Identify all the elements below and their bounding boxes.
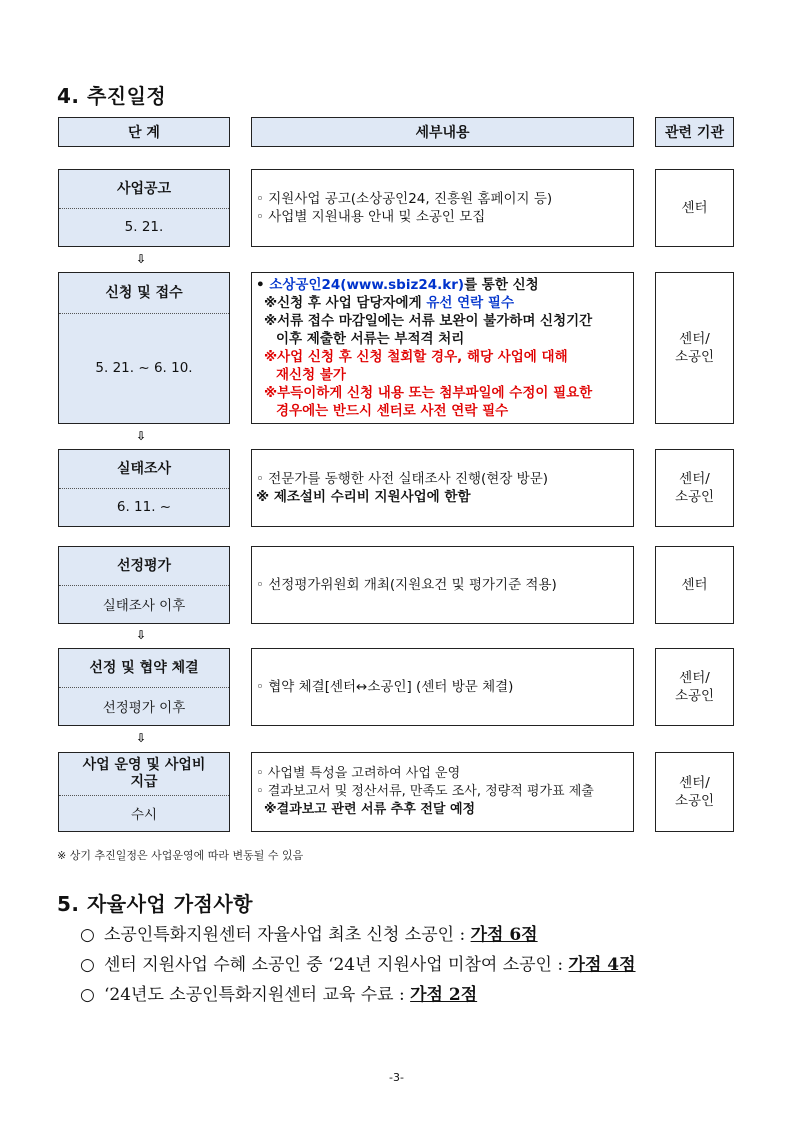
highlight-text: 유선 연락 필수 bbox=[426, 295, 514, 311]
warning-line: ※사업 신청 후 신청 철회할 경우, 해당 사업에 대해 bbox=[264, 349, 568, 365]
stage-box-announcement bbox=[58, 169, 230, 247]
stage-name bbox=[59, 753, 229, 795]
bonus-text: ‘24년도 소공인특화지원센터 교육 수료 : bbox=[104, 985, 411, 1005]
org-box-operation bbox=[655, 752, 734, 832]
arrow-down-icon: ⇩ bbox=[136, 731, 147, 745]
stage-date: 6. 11. ~ bbox=[116, 499, 172, 515]
arrow-down-icon: ⇩ bbox=[136, 628, 147, 642]
circle-bullet-icon: ○ bbox=[80, 985, 95, 1005]
stage-date: 5. 21. bbox=[124, 219, 164, 235]
detail-line: ※신청 후 사업 담당자에게 bbox=[264, 295, 427, 311]
org-box-application bbox=[655, 272, 734, 424]
stage-name-line: 사업 운영 및 사업비 bbox=[82, 757, 206, 773]
org-label: 센터 bbox=[681, 577, 708, 593]
stage-date: 선정평가 이후 bbox=[102, 700, 186, 716]
sbiz24-link-text: 소상공인24(www.sbiz24.kr) bbox=[269, 277, 465, 293]
stage-date: 실태조사 이후 bbox=[102, 598, 186, 614]
detail-line: ◦ 사업별 지원내용 안내 및 소공인 모집 bbox=[256, 209, 486, 225]
circle-bullet-icon: ○ bbox=[80, 955, 95, 975]
stage-name: 선정 및 협약 체결 bbox=[89, 659, 199, 676]
detail-line: 이후 제출한 서류는 부적격 처리 bbox=[276, 331, 465, 347]
detail-line: ※서류 접수 마감일에는 서류 보완이 불가하며 신청기간 bbox=[264, 313, 593, 329]
stage-box-operation bbox=[58, 752, 230, 832]
stage-date: 수시 bbox=[130, 807, 158, 823]
detail-box-operation bbox=[251, 752, 634, 832]
stage-date: 5. 21. ~ 6. 10. bbox=[95, 360, 193, 376]
detail-line: ◦ 사업별 특성을 고려하여 사업 운영 bbox=[256, 766, 461, 781]
section5-title: 5. 자율사업 가점사항 bbox=[57, 892, 253, 916]
header-org: 관련 기관 bbox=[655, 117, 734, 147]
arrow-down-icon: ⇩ bbox=[136, 252, 147, 266]
detail-line: ◦ 전문가를 동행한 사전 실태조사 진행(현장 방문) bbox=[256, 471, 549, 487]
bonus-points: 가점 6점 bbox=[470, 925, 538, 945]
org-label: 소공인 bbox=[674, 349, 715, 365]
section4-title: 4. 추진일정 bbox=[57, 84, 167, 108]
bonus-item bbox=[80, 920, 538, 945]
arrow-down-icon: ⇩ bbox=[136, 429, 147, 443]
schedule-note: ※ 상기 추진일정은 사업운영에 따라 변동될 수 있음 bbox=[57, 849, 304, 862]
org-label: 센터/ bbox=[679, 331, 710, 347]
stage-name: 사업공고 bbox=[116, 180, 172, 197]
detail-line: ※결과보고 관련 서류 추후 전달 예정 bbox=[264, 802, 476, 817]
org-label: 센터/ bbox=[679, 471, 710, 487]
detail-line: ◦ 협약 체결[센터↔소공인] (센터 방문 체결) bbox=[256, 679, 514, 695]
detail-line: ◦ 선정평가위원회 개최(지원요건 및 평가기준 적용) bbox=[256, 577, 557, 593]
bonus-item bbox=[80, 980, 477, 1005]
stage-box-evaluation bbox=[58, 546, 230, 624]
circle-bullet-icon: ○ bbox=[80, 925, 95, 945]
bonus-text: 센터 지원사업 수혜 소공인 중 ‘24년 지원사업 미참여 소공인 : bbox=[104, 955, 569, 975]
stage-box-application bbox=[58, 272, 230, 424]
org-label: 센터 bbox=[681, 200, 708, 216]
detail-box-application bbox=[251, 272, 634, 424]
stage-name: 신청 및 접수 bbox=[105, 284, 183, 301]
stage-name: 선정평가 bbox=[116, 557, 172, 574]
page-number: -3- bbox=[389, 1071, 404, 1084]
org-label: 센터/ bbox=[679, 775, 710, 791]
org-label: 소공인 bbox=[674, 489, 715, 505]
warning-line: 경우에는 반드시 센터로 사전 연락 필수 bbox=[276, 403, 509, 419]
detail-line: 를 통한 신청 bbox=[464, 277, 539, 293]
stage-name: 실태조사 bbox=[116, 460, 172, 477]
header-stage: 단 계 bbox=[58, 117, 230, 147]
detail-box-announcement bbox=[251, 169, 634, 247]
header-detail: 세부내용 bbox=[251, 117, 634, 147]
bonus-points: 가점 2점 bbox=[410, 985, 478, 1005]
org-label: 소공인 bbox=[674, 793, 715, 809]
detail-line: ※ 제조설비 수리비 지원사업에 한함 bbox=[256, 489, 471, 505]
stage-box-survey bbox=[58, 449, 230, 527]
detail-line: ◦ 결과보고서 및 정산서류, 만족도 조사, 정량적 평가표 제출 bbox=[256, 784, 594, 799]
detail-box-survey bbox=[251, 449, 634, 527]
detail-box-evaluation bbox=[251, 546, 634, 624]
bonus-item bbox=[80, 950, 636, 975]
warning-line: ※부득이하게 신청 내용 또는 첨부파일에 수정이 필요한 bbox=[264, 385, 593, 401]
org-box-agreement bbox=[655, 648, 734, 726]
bullet: • bbox=[256, 277, 270, 293]
org-box-survey bbox=[655, 449, 734, 527]
org-box-announcement bbox=[655, 169, 734, 247]
detail-line: ◦ 지원사업 공고(소상공인24, 진흥원 홈페이지 등) bbox=[256, 191, 553, 207]
org-label: 센터/ bbox=[679, 670, 710, 686]
stage-box-agreement bbox=[58, 648, 230, 726]
stage-name-line: 지급 bbox=[130, 774, 158, 790]
detail-box-agreement bbox=[251, 648, 634, 726]
org-label: 소공인 bbox=[674, 688, 715, 704]
bonus-text: 소공인특화지원센터 자율사업 최초 신청 소공인 : bbox=[104, 925, 471, 945]
bonus-points: 가점 4점 bbox=[568, 955, 636, 975]
warning-line: 재신청 불가 bbox=[276, 367, 346, 383]
org-box-evaluation bbox=[655, 546, 734, 624]
